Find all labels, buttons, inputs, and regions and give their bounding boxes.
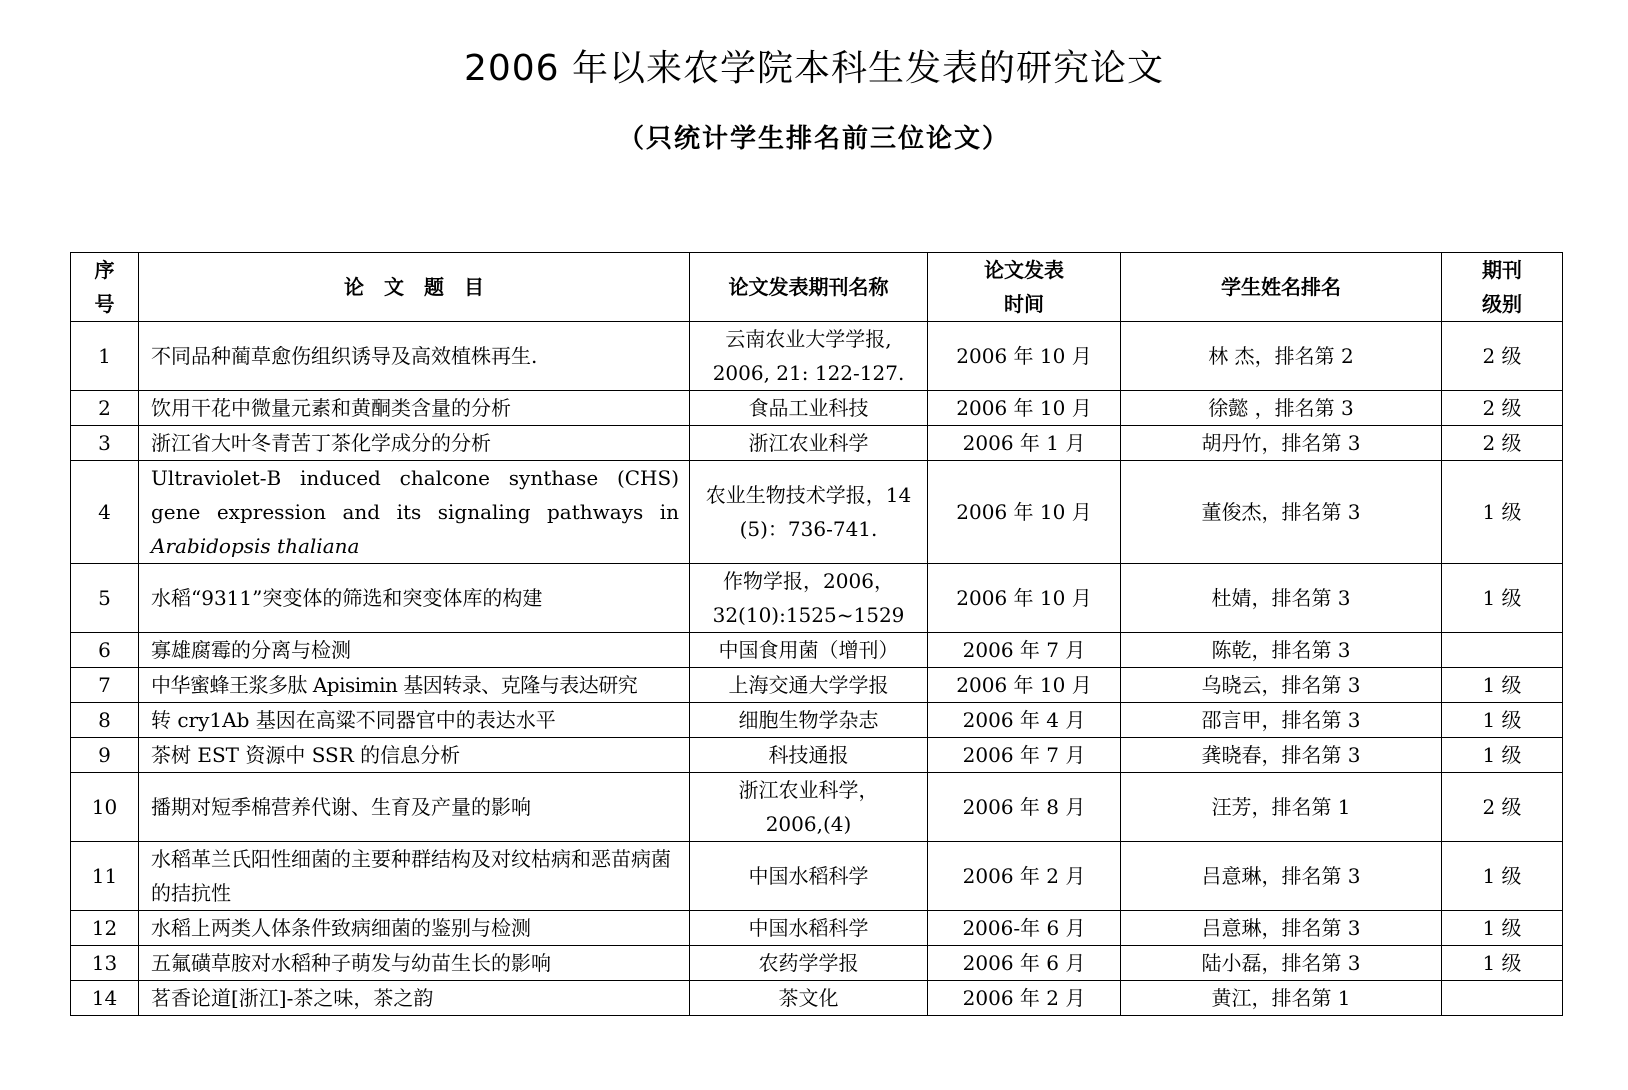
cell-date: 2006 年 7 月 bbox=[928, 633, 1121, 668]
cell-date: 2006 年 7 月 bbox=[928, 738, 1121, 773]
table-row bbox=[71, 738, 1563, 773]
cell-students: 吕意琳，排名第 3 bbox=[1121, 911, 1442, 946]
cell-students: 吕意琳，排名第 3 bbox=[1121, 842, 1442, 911]
cell-no: 14 bbox=[71, 981, 139, 1016]
table-row bbox=[71, 668, 1563, 703]
cell-date: 2006 年 4 月 bbox=[928, 703, 1121, 738]
cell-date: 2006 年 1 月 bbox=[928, 426, 1121, 461]
cell-level: 2 级 bbox=[1442, 426, 1563, 461]
cell-no: 11 bbox=[71, 842, 139, 911]
header-title: 论 文 题 目 bbox=[139, 253, 690, 322]
cell-no: 10 bbox=[71, 773, 139, 842]
cell-journal: 作物学报，2006， 32(10):1525~1529 bbox=[690, 564, 928, 633]
page-subtitle: （只统计学生排名前三位论文） bbox=[617, 124, 1010, 154]
cell-level: 2 级 bbox=[1442, 391, 1563, 426]
cell-level: 1 级 bbox=[1442, 911, 1563, 946]
cell-no: 5 bbox=[71, 564, 139, 633]
cell-title: 茗香论道[浙江]-茶之味，茶之韵 bbox=[139, 981, 690, 1016]
cell-date: 2006 年 6 月 bbox=[928, 946, 1121, 981]
cell-students: 胡丹竹，排名第 3 bbox=[1121, 426, 1442, 461]
cell-title: 中华蜜蜂王浆多肽 Apisimin 基因转录、克隆与表达研究 bbox=[139, 668, 690, 703]
cell-no: 2 bbox=[71, 391, 139, 426]
cell-no: 7 bbox=[71, 668, 139, 703]
cell-date: 2006 年 2 月 bbox=[928, 842, 1121, 911]
table-row bbox=[71, 946, 1563, 981]
cell-level: 1 级 bbox=[1442, 738, 1563, 773]
cell-date: 2006 年 10 月 bbox=[928, 461, 1121, 564]
cell-no: 1 bbox=[71, 322, 139, 391]
table-row bbox=[71, 842, 1563, 911]
cell-journal: 茶文化 bbox=[690, 981, 928, 1016]
cell-students: 乌晓云，排名第 3 bbox=[1121, 668, 1442, 703]
cell-date: 2006 年 8 月 bbox=[928, 773, 1121, 842]
cell-date: 2006 年 10 月 bbox=[928, 391, 1121, 426]
cell-journal: 农业生物技术学报，14 (5)：736-741. bbox=[690, 461, 928, 564]
header-level: 期刊 级别 bbox=[1442, 253, 1563, 322]
cell-students: 黄江，排名第 1 bbox=[1121, 981, 1442, 1016]
cell-students: 徐懿 ，排名第 3 bbox=[1121, 391, 1442, 426]
header-date: 论文发表 时间 bbox=[928, 253, 1121, 322]
cell-journal: 农药学学报 bbox=[690, 946, 928, 981]
table-header-row bbox=[71, 253, 1563, 322]
cell-no: 6 bbox=[71, 633, 139, 668]
cell-level bbox=[1442, 633, 1563, 668]
cell-no: 8 bbox=[71, 703, 139, 738]
cell-title: 水稻革兰氏阳性细菌的主要种群结构及对纹枯病和恶苗病菌的拮抗性 bbox=[139, 842, 690, 911]
cell-no: 4 bbox=[71, 461, 139, 564]
cell-journal: 细胞生物学杂志 bbox=[690, 703, 928, 738]
header-students: 学生姓名排名 bbox=[1121, 253, 1442, 322]
table-row bbox=[71, 391, 1563, 426]
papers-table bbox=[70, 252, 1563, 1016]
cell-journal: 云南农业大学学报, 2006, 21: 122-127. bbox=[690, 322, 928, 391]
cell-level: 1 级 bbox=[1442, 703, 1563, 738]
cell-date: 2006 年 2 月 bbox=[928, 981, 1121, 1016]
header-journal: 论文发表期刊名称 bbox=[690, 253, 928, 322]
cell-no: 13 bbox=[71, 946, 139, 981]
cell-students: 林 杰，排名第 2 bbox=[1121, 322, 1442, 391]
cell-journal: 上海交通大学学报 bbox=[690, 668, 928, 703]
table-row bbox=[71, 564, 1563, 633]
cell-level: 1 级 bbox=[1442, 946, 1563, 981]
cell-journal: 中国食用菌（增刊） bbox=[690, 633, 928, 668]
table-row bbox=[71, 322, 1563, 391]
cell-title: 不同品种蔺草愈伤组织诱导及高效植株再生. bbox=[139, 322, 690, 391]
cell-level: 1 级 bbox=[1442, 461, 1563, 564]
cell-journal: 科技通报 bbox=[690, 738, 928, 773]
table-row bbox=[71, 773, 1563, 842]
cell-level: 1 级 bbox=[1442, 564, 1563, 633]
table-row bbox=[71, 633, 1563, 668]
cell-title: 茶树 EST 资源中 SSR 的信息分析 bbox=[139, 738, 690, 773]
cell-level: 2 级 bbox=[1442, 322, 1563, 391]
cell-title: 水稻上两类人体条件致病细菌的鉴别与检测 bbox=[139, 911, 690, 946]
cell-date: 2006 年 10 月 bbox=[928, 668, 1121, 703]
cell-students: 杜婧，排名第 3 bbox=[1121, 564, 1442, 633]
cell-title: 转 cry1Ab 基因在高粱不同器官中的表达水平 bbox=[139, 703, 690, 738]
cell-level: 1 级 bbox=[1442, 842, 1563, 911]
table-row bbox=[71, 911, 1563, 946]
cell-level bbox=[1442, 981, 1563, 1016]
cell-students: 陈乾，排名第 3 bbox=[1121, 633, 1442, 668]
cell-date: 2006-年 6 月 bbox=[928, 911, 1121, 946]
table-row bbox=[71, 981, 1563, 1016]
cell-level: 2 级 bbox=[1442, 773, 1563, 842]
page-title: 2006 年以来农学院本科生发表的研究论文 bbox=[463, 48, 1165, 89]
cell-no: 9 bbox=[71, 738, 139, 773]
header-no: 序 号 bbox=[71, 253, 139, 322]
table-row bbox=[71, 703, 1563, 738]
cell-journal: 中国水稻科学 bbox=[690, 911, 928, 946]
title-italic-species: Arabidopsis thaliana bbox=[151, 534, 360, 558]
cell-title: 五氟磺草胺对水稻种子萌发与幼苗生长的影响 bbox=[139, 946, 690, 981]
cell-students: 陆小磊，排名第 3 bbox=[1121, 946, 1442, 981]
cell-journal: 浙江农业科学， 2006,(4) bbox=[690, 773, 928, 842]
cell-students: 董俊杰，排名第 3 bbox=[1121, 461, 1442, 564]
cell-title: 寡雄腐霉的分离与检测 bbox=[139, 633, 690, 668]
table-row bbox=[71, 461, 1563, 564]
cell-title: 水稻“9311”突变体的筛选和突变体库的构建 bbox=[139, 564, 690, 633]
cell-date: 2006 年 10 月 bbox=[928, 564, 1121, 633]
cell-students: 邵言甲，排名第 3 bbox=[1121, 703, 1442, 738]
cell-students: 龚晓春，排名第 3 bbox=[1121, 738, 1442, 773]
cell-journal: 中国水稻科学 bbox=[690, 842, 928, 911]
cell-title: 播期对短季棉营养代谢、生育及产量的影响 bbox=[139, 773, 690, 842]
cell-journal: 浙江农业科学 bbox=[690, 426, 928, 461]
cell-title: 浙江省大叶冬青苦丁茶化学成分的分析 bbox=[139, 426, 690, 461]
cell-journal: 食品工业科技 bbox=[690, 391, 928, 426]
cell-date: 2006 年 10 月 bbox=[928, 322, 1121, 391]
cell-level: 1 级 bbox=[1442, 668, 1563, 703]
cell-students: 汪芳，排名第 1 bbox=[1121, 773, 1442, 842]
cell-title: 饮用干花中微量元素和黄酮类含量的分析 bbox=[139, 391, 690, 426]
cell-no: 3 bbox=[71, 426, 139, 461]
cell-no: 12 bbox=[71, 911, 139, 946]
cell-title: Ultraviolet-B induced chalcone synthase (CHS) gene expression and its signaling pathways in Arabidopsis thaliana bbox=[139, 461, 690, 564]
table-row bbox=[71, 426, 1563, 461]
